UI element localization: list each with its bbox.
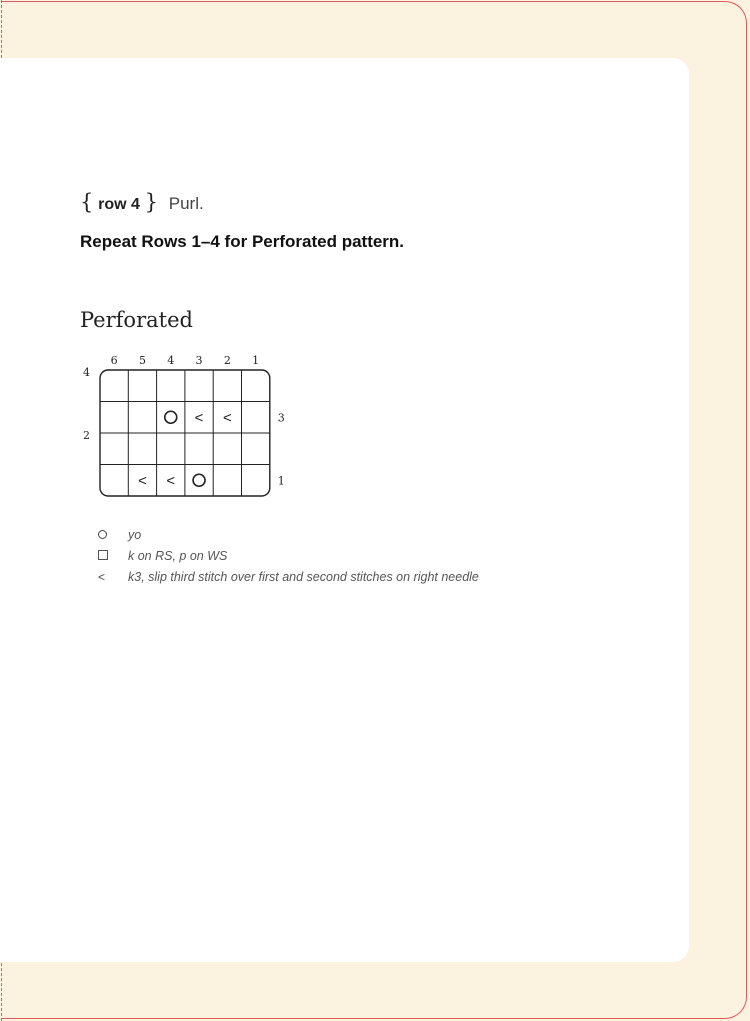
row-number-right: 3 (277, 411, 285, 425)
legend-text: k3, slip third stitch over first and second stitches on right needle (128, 569, 479, 584)
column-number: 5 (138, 354, 146, 367)
column-number: 4 (167, 354, 175, 367)
row-number-left: 2 (83, 428, 90, 442)
legend-text: yo (128, 527, 142, 542)
row-4-text: Purl. (168, 194, 204, 213)
stitch-chart (78, 348, 308, 508)
column-number: 3 (195, 354, 203, 367)
column-number: 2 (223, 354, 231, 367)
k3-psso-symbol: < (222, 409, 232, 427)
legend-item-knit (98, 545, 479, 566)
yo-symbol-icon (98, 528, 128, 542)
row-4-label: row 4 (98, 196, 140, 213)
knit-symbol-icon (98, 549, 128, 563)
close-brace: } (144, 190, 159, 214)
column-number: 1 (252, 354, 260, 367)
yo-symbol-icon (193, 474, 205, 486)
k3-psso-symbol: < (166, 472, 176, 490)
repeat-instruction: Repeat Rows 1–4 for Perforated pattern. (80, 232, 405, 251)
chart-title: Perforated (80, 308, 193, 332)
chart-legend (98, 524, 479, 587)
row-number-left: 4 (83, 365, 90, 379)
row-4-instruction (80, 190, 204, 214)
legend-item-k3-psso (98, 566, 479, 587)
column-number: 6 (110, 354, 118, 367)
row-number-right: 1 (277, 474, 285, 488)
legend-item-yo (98, 524, 479, 545)
yo-symbol-icon (165, 411, 177, 423)
legend-text: k on RS, p on WS (128, 548, 228, 563)
k3-psso-symbol: < (98, 569, 106, 584)
open-brace: { (80, 190, 94, 214)
k3-psso-symbol: < (138, 472, 147, 490)
k3-psso-symbol: < (194, 409, 204, 427)
